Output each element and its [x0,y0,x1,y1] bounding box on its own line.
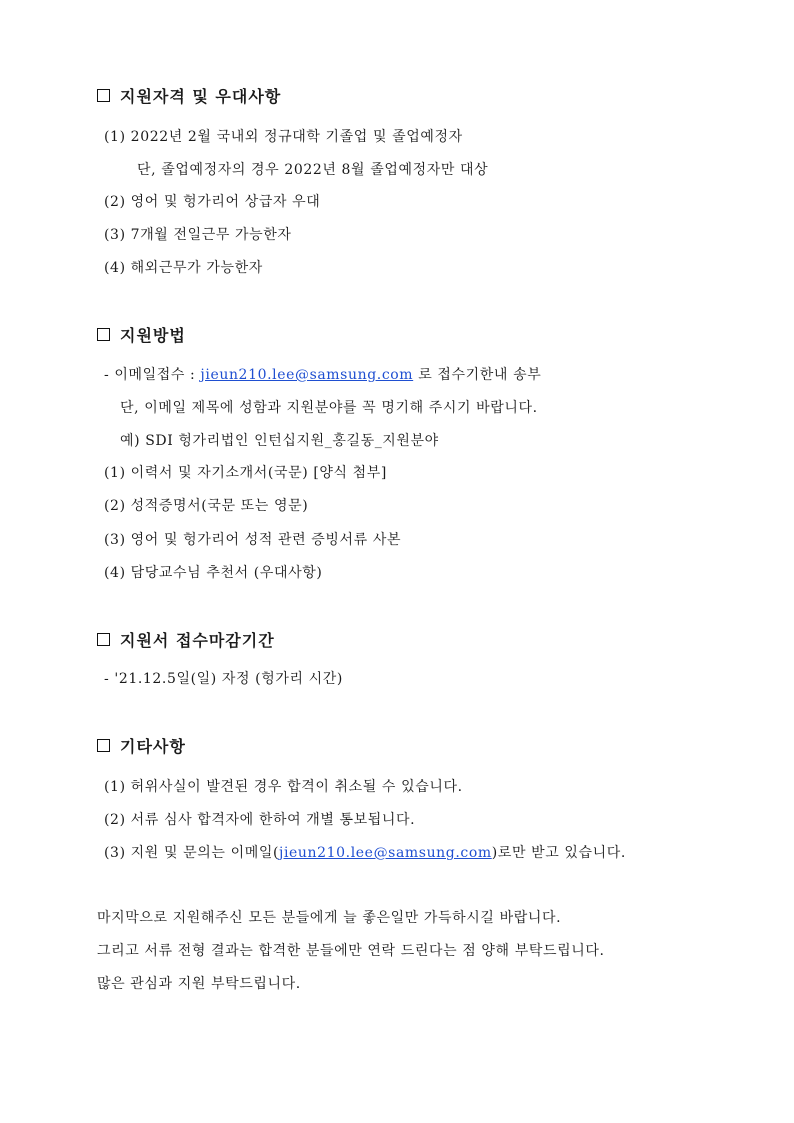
section-title: 지원방법 [120,325,186,345]
section-title: 지원서 접수마감기간 [120,630,275,650]
email-link[interactable]: jieun210.lee@samsung.com [279,845,492,861]
section-deadline [97,628,754,650]
email-suffix: 로 접수기한내 송부 [413,367,542,383]
list-item-contact [104,842,626,862]
list-item: (2) 서류 심사 합격자에 한하여 개별 통보됩니다. [104,812,416,828]
email-link[interactable]: jieun210.lee@samsung.com [200,367,414,383]
list-item: (2) 성적증명서(국문 또는 영문) [104,498,309,514]
section-title: 지원자격 및 우대사항 [120,86,282,106]
section-heading [97,84,754,106]
email-submission-line [104,364,541,384]
checkbox-square-icon [97,739,110,752]
section-heading [97,323,754,345]
list-item: (1) 이력서 및 자기소개서(국문) [양식 첨부] [104,465,387,481]
list-item: (3) 7개월 전일근무 가능한자 [104,227,292,243]
section-etc [97,734,754,756]
list-item: (4) 해외근무가 가능한자 [104,260,263,276]
email-prefix: - 이메일접수 : [104,367,201,383]
method-note: 단, 이메일 제목에 성함과 지원분야를 꼭 명기해 주시기 바랍니다. [120,400,538,416]
section-heading [97,734,754,756]
list-item: (1) 허위사실이 발견된 경우 합격이 취소될 수 있습니다. [104,779,463,795]
checkbox-square-icon [97,89,110,102]
closing-line: 많은 관심과 지원 부탁드립니다. [97,976,301,992]
list-item: (4) 담당교수님 추천서 (우대사항) [104,565,323,581]
contact-prefix: (3) 지원 및 문의는 이메일( [104,845,280,861]
section-title: 기타사항 [120,736,186,756]
checkbox-square-icon [97,328,110,341]
contact-suffix: )로만 받고 있습니다. [491,845,626,861]
closing-line: 그리고 서류 전형 결과는 합격한 분들에만 연락 드린다는 점 양해 부탁드립니다. [97,943,605,959]
list-item-note: 단, 졸업예정자의 경우 2022년 8월 졸업예정자만 대상 [137,162,489,178]
deadline-text: - '21.12.5일(일) 자정 (헝가리 시간) [104,671,343,687]
checkbox-square-icon [97,633,110,646]
list-item: (3) 영어 및 헝가리어 성적 관련 증빙서류 사본 [104,532,402,548]
section-qualification [97,84,754,106]
section-heading [97,628,754,650]
method-example: 예) SDI 헝가리법인 인턴십지원_홍길동_지원분야 [120,433,439,449]
list-item: (1) 2022년 2월 국내외 정규대학 기졸업 및 졸업예정자 [104,129,463,145]
closing-line: 마지막으로 지원해주신 모든 분들에게 늘 좋은일만 가득하시길 바랍니다. [97,910,562,926]
list-item: (2) 영어 및 헝가리어 상급자 우대 [104,194,321,210]
section-method [97,323,754,345]
